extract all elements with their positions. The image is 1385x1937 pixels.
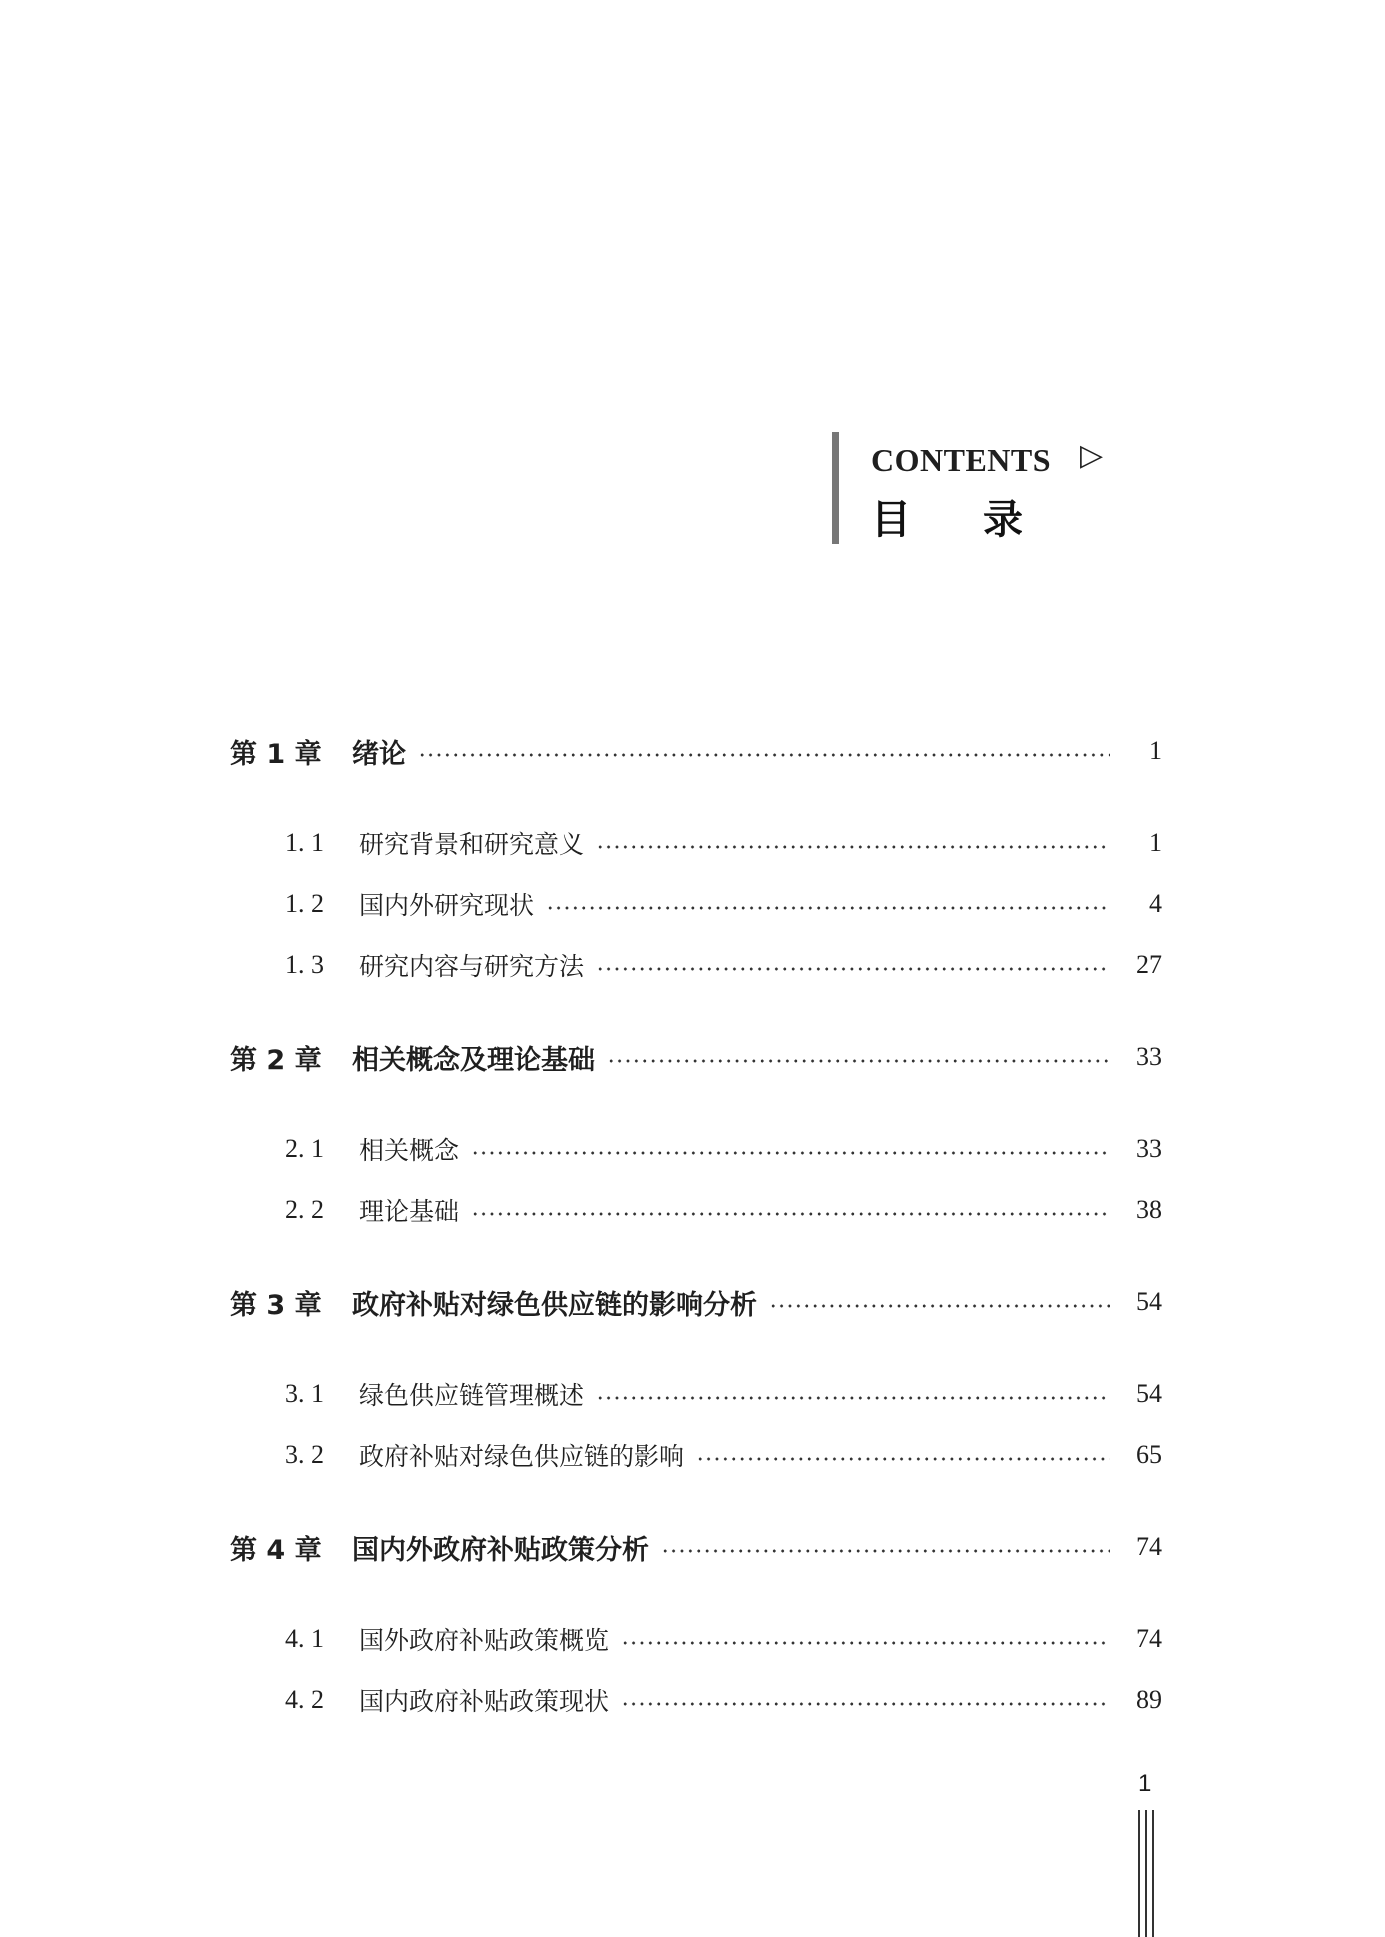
page-number: 38 xyxy=(1136,1195,1162,1224)
leader-dots xyxy=(621,1702,1110,1706)
chapter-title: 相关概念及理论基础 xyxy=(352,1044,595,1076)
toc-section-2-1[interactable] xyxy=(230,1132,1162,1166)
toc-chapter-2[interactable] xyxy=(230,1040,1162,1074)
toc-chapter-3[interactable] xyxy=(230,1285,1162,1319)
section-title: 绿色供应链管理概述 xyxy=(359,1381,585,1410)
leader-dots xyxy=(596,1396,1110,1400)
toc-section-1-2[interactable] xyxy=(230,887,1162,921)
triangle-arrow-icon: ▷ xyxy=(1080,438,1104,473)
chapter-title: 绪论 xyxy=(352,738,406,770)
page-number: 1 xyxy=(1149,736,1162,765)
page-number: 33 xyxy=(1136,1042,1162,1071)
leader-dots xyxy=(661,1549,1110,1553)
toc-chapter-1[interactable] xyxy=(230,734,1162,768)
page-number: 54 xyxy=(1136,1287,1162,1316)
section-number: 2. 1 xyxy=(285,1134,324,1163)
leader-dots xyxy=(621,1641,1110,1645)
leader-dots xyxy=(607,1059,1110,1063)
leader-dots xyxy=(471,1151,1110,1155)
section-number: 3. 2 xyxy=(285,1440,324,1469)
contents-english-title: CONTENTS xyxy=(871,442,1052,478)
contents-chinese-title: 目录 xyxy=(871,497,1095,543)
page-number: 74 xyxy=(1136,1624,1162,1653)
leader-dots xyxy=(596,845,1110,849)
page-number: 65 xyxy=(1136,1440,1162,1469)
chapter-title: 政府补贴对绿色供应链的影响分析 xyxy=(352,1289,757,1321)
section-number: 1. 2 xyxy=(285,889,324,918)
toc-section-3-2[interactable] xyxy=(230,1438,1162,1472)
page-number: 54 xyxy=(1136,1379,1162,1408)
toc-section-1-3[interactable] xyxy=(230,948,1162,982)
section-title: 理论基础 xyxy=(359,1197,460,1226)
section-number: 1. 1 xyxy=(285,828,324,857)
section-number: 2. 2 xyxy=(285,1195,324,1224)
section-title: 研究背景和研究意义 xyxy=(359,830,585,859)
toc-section-4-2[interactable] xyxy=(230,1683,1162,1717)
page-number: 1 xyxy=(1149,828,1162,857)
leader-dots xyxy=(769,1304,1110,1308)
chapter-title: 国内外政府补贴政策分析 xyxy=(352,1534,649,1566)
section-title: 国内政府补贴政策现状 xyxy=(359,1687,610,1716)
chapter-number: 第 4 章 xyxy=(230,1534,322,1566)
section-title: 研究内容与研究方法 xyxy=(359,952,585,981)
page-number: 33 xyxy=(1136,1134,1162,1163)
section-title: 国外政府补贴政策概览 xyxy=(359,1626,610,1655)
page-number: 4 xyxy=(1149,889,1162,918)
section-number: 1. 3 xyxy=(285,950,324,979)
toc-chapter-4[interactable] xyxy=(230,1530,1162,1564)
section-number: 4. 2 xyxy=(285,1685,324,1714)
page-number: 89 xyxy=(1136,1685,1162,1714)
folio-page-number: 1 xyxy=(1138,1770,1152,1797)
toc-section-4-1[interactable] xyxy=(230,1622,1162,1656)
chapter-number: 第 1 章 xyxy=(230,738,322,770)
leader-dots xyxy=(418,753,1110,757)
toc-section-2-2[interactable] xyxy=(230,1193,1162,1227)
section-number: 4. 1 xyxy=(285,1624,324,1653)
header-accent-bar xyxy=(832,432,839,544)
toc-section-3-1[interactable] xyxy=(230,1377,1162,1411)
leader-dots xyxy=(471,1212,1110,1216)
contents-header xyxy=(832,432,1132,544)
leader-dots xyxy=(696,1457,1110,1461)
chapter-number: 第 2 章 xyxy=(230,1044,322,1076)
chapter-number: 第 3 章 xyxy=(230,1289,322,1321)
page-number: 74 xyxy=(1136,1532,1162,1561)
page-number: 27 xyxy=(1136,950,1162,979)
section-title: 相关概念 xyxy=(359,1136,460,1165)
section-title: 国内外研究现状 xyxy=(359,891,535,920)
leader-dots xyxy=(596,967,1110,971)
leader-dots xyxy=(546,906,1110,910)
folio-decorative-lines xyxy=(1138,1810,1158,1937)
section-title: 政府补贴对绿色供应链的影响 xyxy=(359,1442,685,1471)
section-number: 3. 1 xyxy=(285,1379,324,1408)
toc-section-1-1[interactable] xyxy=(230,826,1162,860)
